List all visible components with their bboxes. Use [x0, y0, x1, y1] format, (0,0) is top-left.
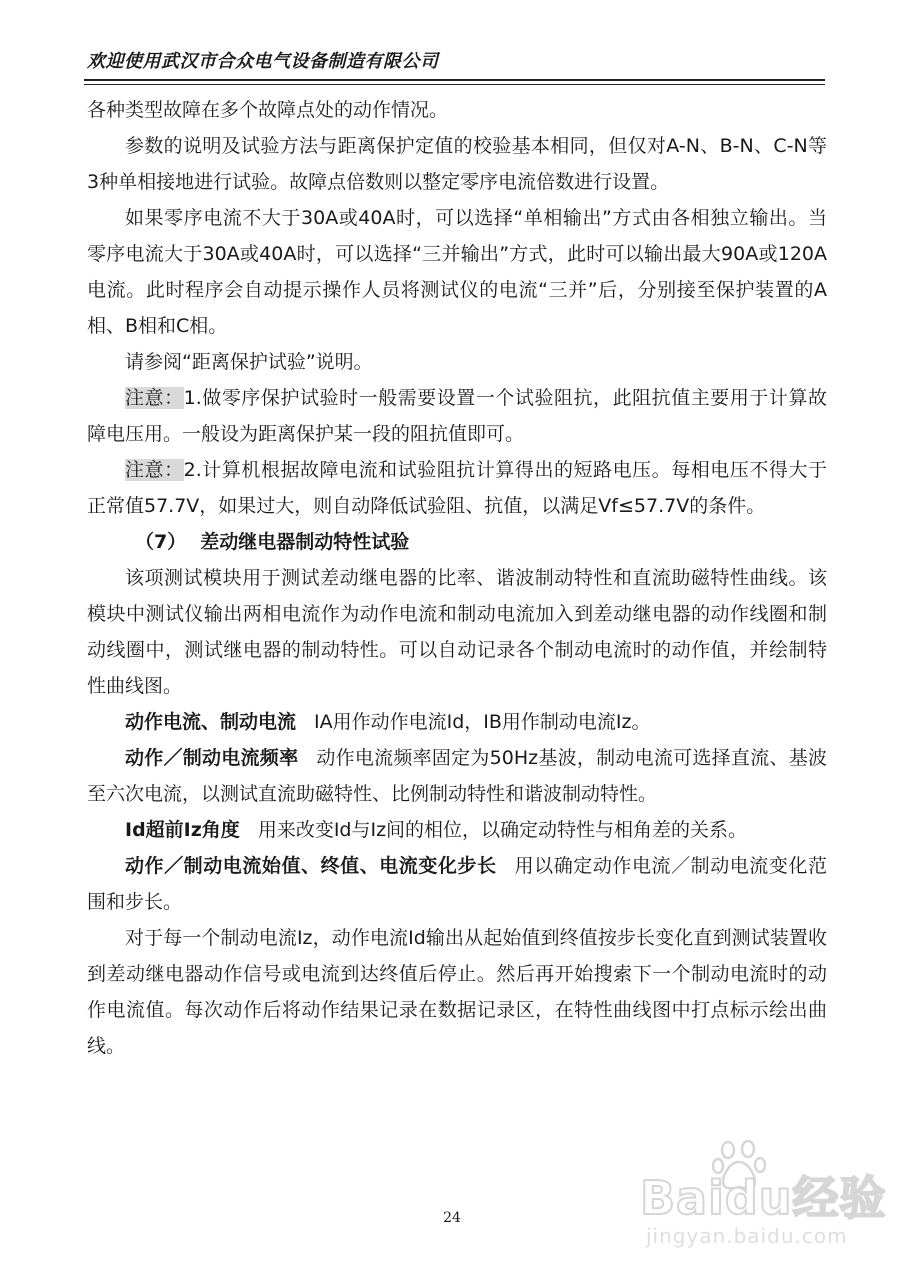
baidu-watermark	[640, 1140, 890, 1270]
paragraph: 如果零序电流不大于30A或40A时，可以选择“单相输出”方式由各相独立输出。当零序电流大于30A或40A时，可以选择“三并输出”方式，此时可以输出最大90A或120A电流。此时程序会自动提示操作人员将测试仪的电流“三并”后，分别接至保护装置的A相、B相和C相。	[87, 207, 827, 337]
term-paragraph	[87, 812, 827, 848]
term-description: 用以确定动作电流／制动电流变化范围和步长。	[87, 855, 827, 913]
term-paragraph	[87, 740, 827, 812]
term-label: 动作／制动电流频率	[125, 747, 299, 769]
note-paragraph	[87, 452, 827, 524]
paragraph: 对于每一个制动电流Iz，动作电流Id输出从起始值到终值按步长变化直到测试装置收到差动继电器动作信号或电流到达终值后停止。然后再开始搜索下一个制动电流时的动作电流值。每次动作后将动作结果记录在数据记录区，在特性曲线图中打点标示绘出曲线。	[87, 927, 827, 1057]
watermark-url: jingyan.baidu.com	[646, 1224, 848, 1248]
page-header-title: 欢迎使用武汉市合众电气设备制造有限公司	[87, 51, 439, 72]
term-label: 动作／制动电流始值、终值、电流变化步长	[125, 855, 497, 877]
note-paragraph	[87, 380, 827, 452]
note-text: 2.计算机根据故障电流和试验阻抗计算得出的短路电压。每相电压不得大于正常值57.7V，如果过大，则自动降低试验阻、抗值，以满足Vf≤57.7V的条件。	[87, 459, 827, 517]
section-title: 差动继电器制动特性试验	[200, 531, 410, 553]
note-label: 注意：	[125, 387, 184, 409]
section-heading	[87, 524, 827, 560]
term-description: 动作电流频率固定为50Hz基波，制动电流可选择直流、基波至六次电流，以测试直流助磁特性、比例制动特性和谐波制动特性。	[87, 747, 827, 805]
paragraph: 该项测试模块用于测试差动继电器的比率、谐波制动特性和直流助磁特性曲线。该模块中测试仪输出两相电流作为动作电流和制动电流加入到差动继电器的动作线圈和制动线圈中，测试继电器的制动特性。可以自动记录各个制动电流时的动作值，并绘制特性曲线图。	[87, 567, 827, 697]
paragraph: 参数的说明及试验方法与距离保护定值的校验基本相同，但仅对A-N、B-N、C-N等3种单相接地进行试验。故障点倍数则以整定零序电流倍数进行设置。	[87, 135, 827, 193]
term-description: IA用作动作电流Id，IB用作制动电流Iz。	[314, 711, 651, 733]
note-label: 注意：	[125, 459, 184, 481]
paragraph: 各种类型故障在多个故障点处的动作情况。	[87, 99, 449, 121]
term-paragraph	[87, 848, 827, 920]
page-number: 24	[443, 1210, 461, 1226]
term-paragraph	[87, 704, 827, 740]
section-number: （7）	[135, 531, 187, 553]
header-rule-thin	[84, 84, 825, 85]
note-text: 1.做零序保护试验时一般需要设置一个试验阻抗，此阻抗值主要用于计算故障电压用。一般设为距离保护某一段的阻抗值即可。	[87, 387, 827, 445]
header-rule	[84, 79, 825, 81]
paragraph: 请参阅“距离保护试验”说明。	[125, 351, 373, 373]
body-text	[87, 92, 827, 1064]
watermark-brand: Baidu经验	[640, 1171, 887, 1225]
term-label: Id超前Iz角度	[125, 819, 240, 841]
term-label: 动作电流、制动电流	[125, 711, 297, 733]
term-description: 用来改变Id与Iz间的相位，以确定动特性与相角差的关系。	[257, 819, 748, 841]
